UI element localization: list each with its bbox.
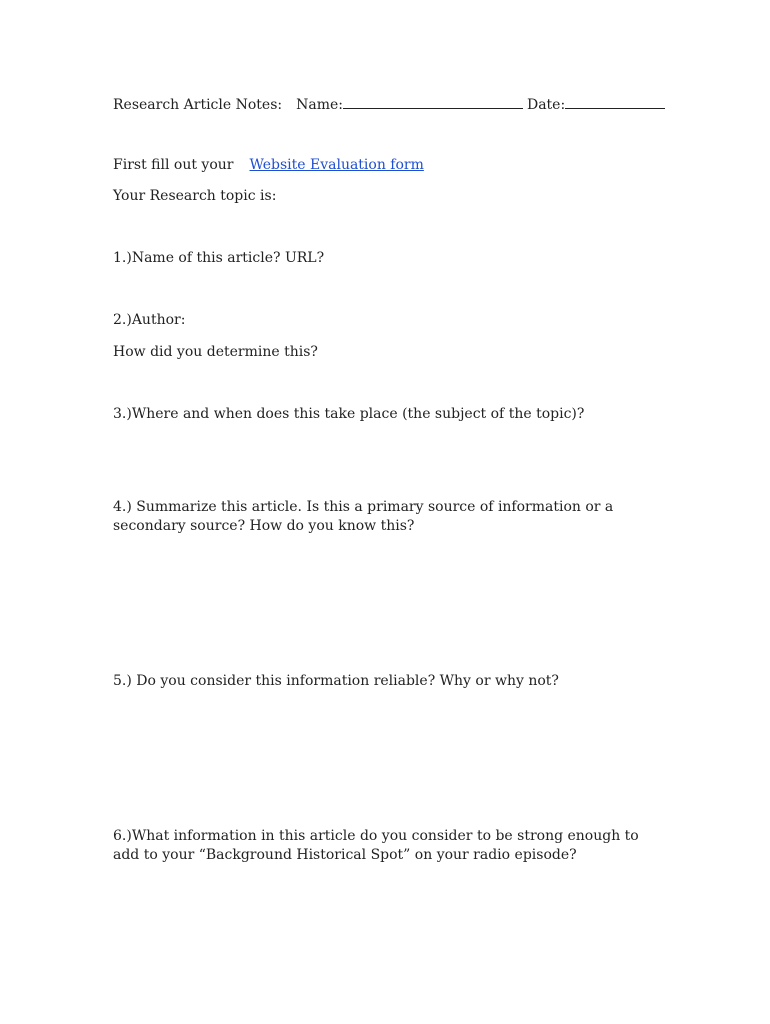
question-6: 6.)What information in this article do you consider to be strong enough to add to your “Background Historical Spot” on your radio episode? [113, 828, 639, 863]
website-evaluation-link[interactable]: Website Evaluation form [249, 157, 424, 173]
intro-line [113, 156, 424, 175]
question-5: 5.) Do you consider this information reliable? Why or why not? [113, 673, 559, 689]
name-label: Name: [296, 97, 343, 113]
research-topic-label: Your Research topic is: [113, 188, 277, 204]
header-row [113, 94, 665, 115]
date-blank[interactable] [565, 94, 665, 109]
question-2-followup: How did you determine this? [113, 344, 318, 360]
question-2: 2.)Author: [113, 312, 186, 328]
intro-prefix: First fill out your [113, 157, 234, 173]
date-label: Date: [526, 97, 566, 113]
question-4: 4.) Summarize this article. Is this a primary source of information or a secondary source? How do you know this? [113, 499, 614, 534]
question-1: 1.)Name of this article? URL? [113, 250, 325, 266]
name-blank[interactable] [343, 94, 523, 109]
document-title: Research Article Notes: [113, 97, 283, 113]
question-3: 3.)Where and when does this take place (the subject of the topic)? [113, 406, 585, 422]
